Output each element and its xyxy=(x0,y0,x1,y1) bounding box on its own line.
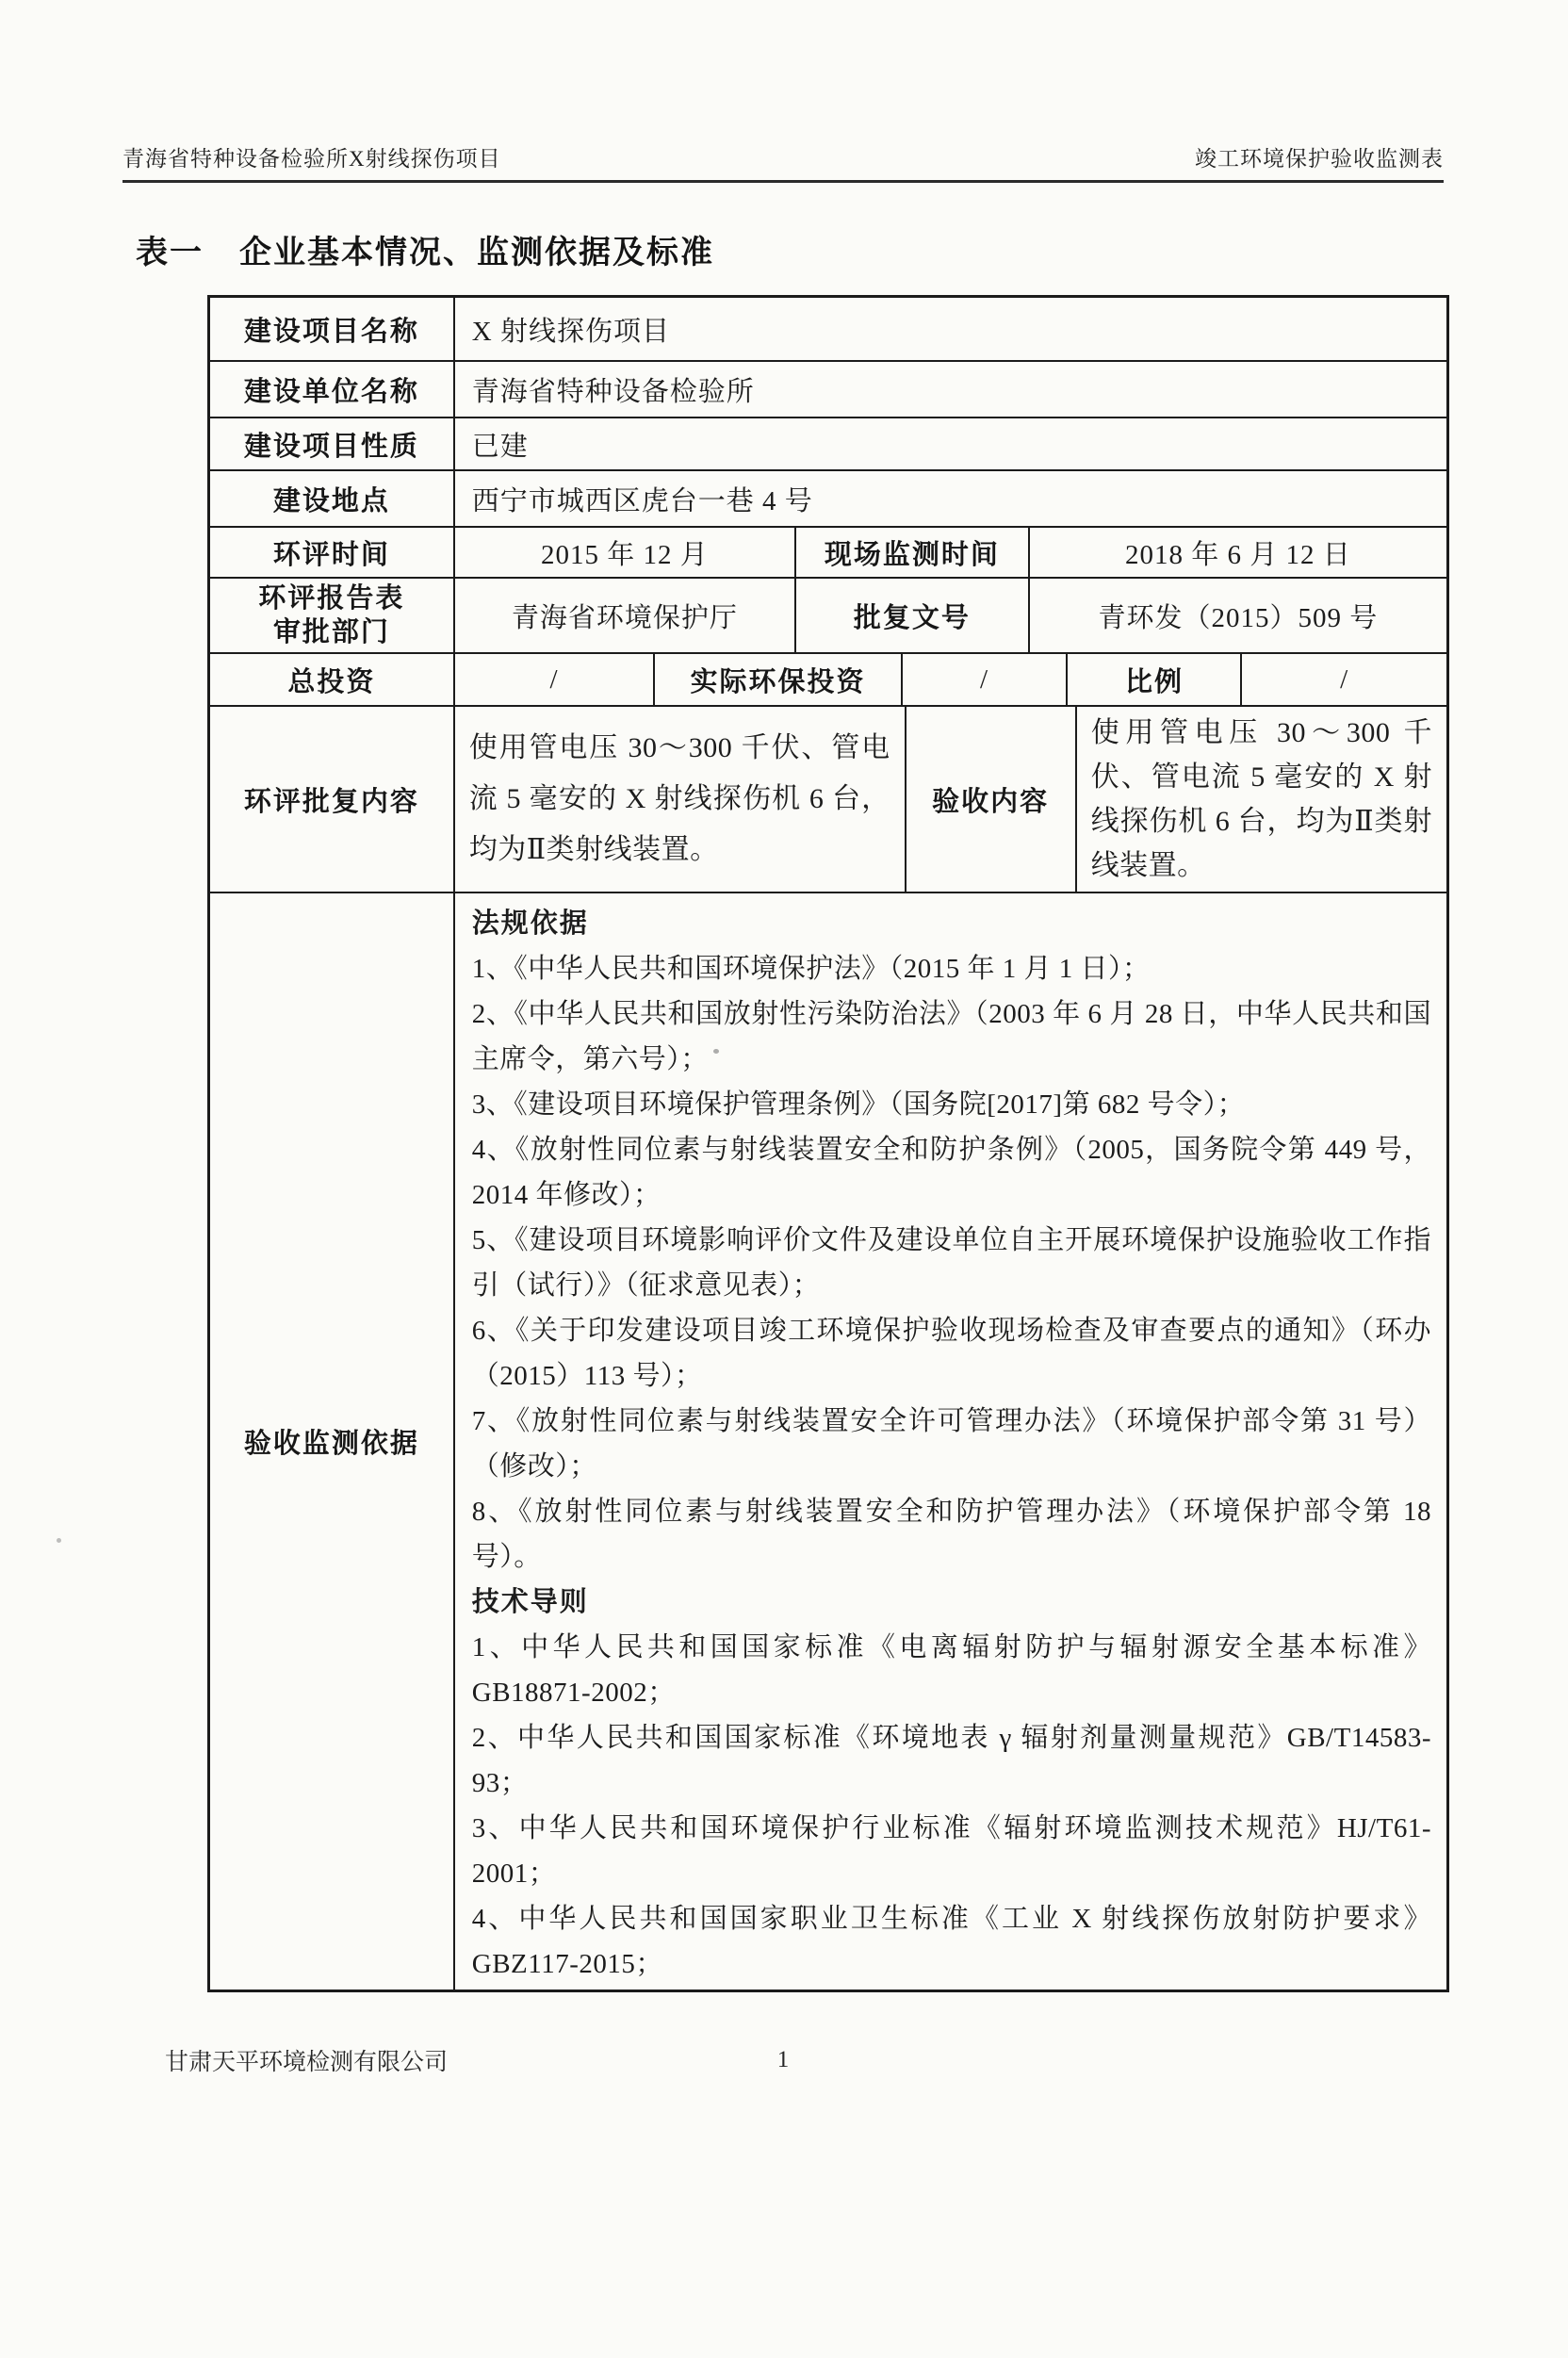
approval-doc-number-label: 批复文号 xyxy=(796,579,1030,652)
legal-item-3: 3、《建设项目环境保护管理条例》（国务院[2017]第 682 号令）； xyxy=(471,1089,1246,1120)
legal-item-5: 5、《建设项目环境影响评价文件及建设单位自主开展环境保护设施验收工作指引（试行）》（征求意见表）； xyxy=(471,1225,1431,1301)
running-footer xyxy=(122,2043,1444,2077)
total-investment-label: 总投资 xyxy=(210,654,455,705)
project-name-value: X 射线探伤项目 xyxy=(471,316,670,347)
tech-item-1: 1、中华人民共和国国家标准《电离辐射防护与辐射源安全基本标准》GB18871-2002； xyxy=(471,1632,1431,1708)
running-header xyxy=(122,141,1444,172)
location-value: 西宁市城西区虎台一巷 4 号 xyxy=(471,485,813,516)
monitoring-basis-label: 验收监测依据 xyxy=(210,893,455,1990)
project-name-label: 建设项目名称 xyxy=(210,298,455,360)
site-monitor-time-value: 2018 年 6 月 12 日 xyxy=(1125,539,1351,570)
unit-name-label: 建设单位名称 xyxy=(210,362,455,417)
acceptance-content-label: 验收内容 xyxy=(906,707,1077,892)
table-row-project-name xyxy=(210,298,1446,362)
table-row-approval-content xyxy=(210,707,1446,893)
footer-company-name: 甘肃天平环境检测有限公司 xyxy=(165,2050,449,2075)
page-title xyxy=(136,226,1444,272)
approval-dept-label-line2: 审批部门 xyxy=(272,617,390,647)
scan-artifact-dot xyxy=(713,1049,719,1054)
env-investment-label: 实际环保投资 xyxy=(655,654,902,705)
legal-item-7: 7、《放射性同位素与射线装置安全许可管理办法》（环境保护部令第 31 号）（修改）； xyxy=(471,1406,1431,1482)
page-title-prefix: 表一 xyxy=(136,236,204,270)
tech-item-4: 4、中华人民共和国国家职业卫生标准《工业 X 射线探伤放射防护要求》GBZ117-2015； xyxy=(471,1904,1431,1979)
page-content xyxy=(0,141,1568,2077)
legal-item-4: 4、《放射性同位素与射线装置安全和防护条例》（2005，国务院令第 449 号，2014 年修改）； xyxy=(471,1135,1431,1210)
tech-item-3: 3、中华人民共和国环境保护行业标准《辐射环境监测技术规范》HJ/T61-2001； xyxy=(471,1813,1431,1889)
eia-approval-content-text: 使用管电压 30～300 千伏、管电流 5 毫安的 X 射线探伤机 6 台，均为Ⅱ类射线装置。 xyxy=(468,732,890,865)
ratio-label: 比例 xyxy=(1068,654,1242,705)
basic-info-table xyxy=(207,295,1449,1992)
header-left-project-title: 青海省特种设备检验所X射线探伤项目 xyxy=(122,147,501,171)
approval-dept-label-lines xyxy=(258,581,404,649)
scanned-document-page xyxy=(0,141,1568,2358)
acceptance-content-value xyxy=(1077,707,1446,892)
table-row-eia-time xyxy=(210,528,1446,579)
env-investment-value: / xyxy=(903,654,1069,705)
acceptance-content-text: 使用管电压 30～300 千伏、管电流 5 毫安的 X 射线探伤机 6 台，均为Ⅱ类射线装置。 xyxy=(1090,717,1432,881)
table-row-unit-name xyxy=(210,362,1446,418)
table-row-project-nature xyxy=(210,418,1446,471)
approval-dept-value: 青海省环境保护厅 xyxy=(455,579,796,652)
project-nature-label: 建设项目性质 xyxy=(210,418,455,469)
approval-dept-label-line1: 环评报告表 xyxy=(258,583,405,614)
location-label: 建设地点 xyxy=(210,471,455,526)
page-title-text: 企业基本情况、监测依据及标准 xyxy=(239,236,714,270)
legal-item-6: 6、《关于印发建设项目竣工环境保护验收现场检查及审查要点的通知》（环办（2015）113 号）； xyxy=(471,1316,1431,1391)
legal-item-2: 2、《中华人民共和国放射性污染防治法》（2003 年 6 月 28 日，中华人民共和国主席令，第六号）； xyxy=(471,999,1431,1074)
eia-approval-content-value xyxy=(455,707,906,892)
approval-doc-number-value: 青环发（2015）509 号 xyxy=(1098,602,1379,633)
table-row-investment xyxy=(210,654,1446,707)
header-divider-rule xyxy=(122,180,1444,183)
table-row-approval-dept xyxy=(210,579,1446,654)
header-right-doc-type: 竣工环境保护验收监测表 xyxy=(1195,147,1444,171)
ratio-value: / xyxy=(1340,663,1349,695)
eia-time-label: 环评时间 xyxy=(210,528,455,577)
monitoring-basis-content xyxy=(455,893,1446,1990)
eia-approval-content-label: 环评批复内容 xyxy=(210,707,455,892)
legal-item-8: 8、《放射性同位素与射线装置安全和防护管理办法》（环境保护部令第 18 号）。 xyxy=(471,1497,1431,1572)
technical-guidelines-heading: 技术导则 xyxy=(471,1587,589,1617)
eia-time-value: 2015 年 12 月 xyxy=(455,528,796,577)
legal-item-1: 1、《中华人民共和国环境保护法》（2015 年 1 月 1 日）； xyxy=(471,954,1151,984)
site-monitor-time-label: 现场监测时间 xyxy=(796,528,1030,577)
project-nature-value: 已建 xyxy=(471,431,529,462)
unit-name-value: 青海省特种设备检验所 xyxy=(471,376,755,407)
legal-basis-heading: 法规依据 xyxy=(471,909,589,939)
approval-dept-label xyxy=(210,579,455,652)
table-row-location xyxy=(210,471,1446,528)
total-investment-value: / xyxy=(455,654,656,705)
scan-artifact-dot xyxy=(57,1538,61,1543)
table-row-monitoring-basis xyxy=(210,893,1446,1990)
page-number: 1 xyxy=(776,2047,790,2072)
tech-item-2: 2、中华人民共和国国家标准《环境地表 γ 辐射剂量测量规范》GB/T14583-93； xyxy=(471,1723,1431,1798)
